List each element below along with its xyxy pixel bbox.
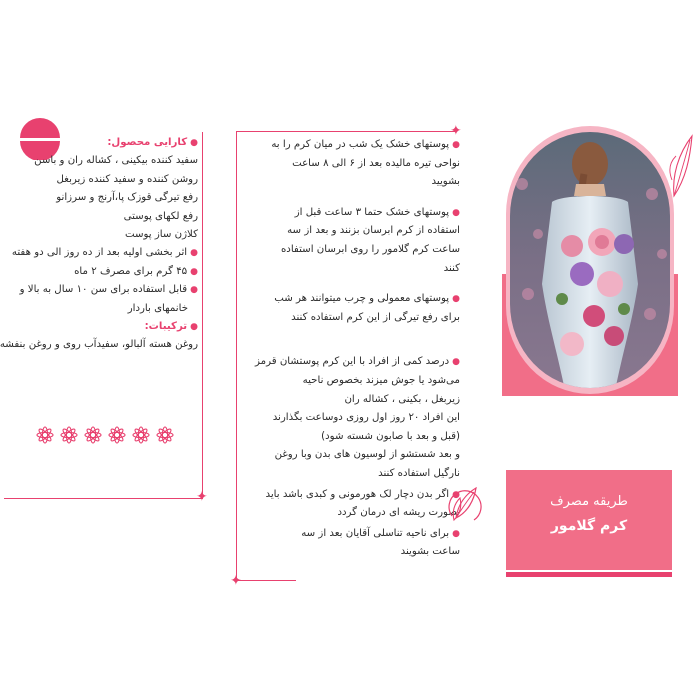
instruction-paragraph: ●پوستهای خشک یک شب در میان کرم را به نواحی تیره مالیده بعد از ۶ الی ۸ ساعت بشویید: [271, 139, 460, 188]
bullet-item: خانمهای باردار: [127, 302, 188, 314]
bullet-item: ●اثر بخشی اولیه بعد از ده روز الی دو هفته: [11, 247, 198, 259]
ingredients-heading: ●ترکیبات:: [144, 321, 198, 333]
title-card: [506, 470, 672, 570]
middle-top-rule: [236, 131, 456, 132]
middle-bottom-rule: [236, 580, 296, 581]
middle-left-rule: [236, 131, 237, 581]
bullet-item: ●۴۵ گرم برای مصرف ۲ ماه: [74, 265, 198, 277]
title-line-2: کرم گلامور: [550, 518, 628, 534]
bullet-item: ●قابل استفاده برای سن ۱۰ سال به بالا و: [19, 284, 198, 296]
benefit-item: کلاژن ساز پوست: [124, 229, 198, 241]
leaf-circle-icon: [444, 480, 484, 526]
title-line-1: طریقه مصرف: [550, 494, 628, 509]
sparkle-icon: ✦: [230, 573, 242, 589]
product-photo: [502, 124, 678, 396]
benefit-item: روشن کننده و سفید کننده زیربغل: [56, 173, 198, 185]
benefits-heading: ●کارایی محصول:: [107, 137, 198, 148]
left-text-block: [0, 134, 198, 355]
leaf-ornament-icon: [668, 130, 696, 200]
benefit-item: رفع تیرگی قوزک پا،آرنج و سرزانو: [56, 192, 198, 204]
instruction-paragraph: ●پوستهای خشک حتما ۳ ساعت قبل از استفاده از کرم ابرسان بزنند و بعد از سه ساعت کرم گلامور را روی ابرسان استفاده کنند: [280, 206, 460, 274]
benefit-item: رفع لکهای پوستی: [123, 210, 198, 222]
flower-row-ornament: [34, 424, 176, 446]
usage-instructions: [246, 136, 460, 574]
benefit-item: سفید کننده بیکینی ، کشاله ران و باسن: [34, 155, 198, 167]
sparkle-icon: ✦: [196, 489, 208, 505]
instruction-paragraph: ●اگر بدن دچار لک هورمونی و کبدی باشد باید بصورت ریشه ای درمان گردد: [265, 488, 460, 519]
instruction-paragraph: ●برای ناحیه تناسلی آقایان بعد از سه ساعت بشویند: [301, 527, 460, 558]
ingredients-text: روغن هسته آلبالو، سفیدآب روی و روغن بنفشه: [0, 339, 198, 351]
title-underline: [506, 572, 672, 577]
instruction-paragraph: ●پوستهای معمولی و چرب میتوانند هر شب برای رفع تیرگی از این کرم استفاده کنند: [274, 293, 460, 323]
sparkle-icon: ✦: [450, 123, 462, 139]
instruction-paragraph: ●درصد کمی از افراد با این کرم پوستشان قرمز می‌شود یا جوش میزند بخصوص ناحیه زیربغل ، بکینی ، کشاله ران این افراد ۲۰ روز اول روزی دوساعت بگذارند (قبل و بعد با صابون شسته شود) و بعد شستشو از لوسیون های بدن وبا روغن نارگیل استفاده کنند: [255, 356, 460, 479]
